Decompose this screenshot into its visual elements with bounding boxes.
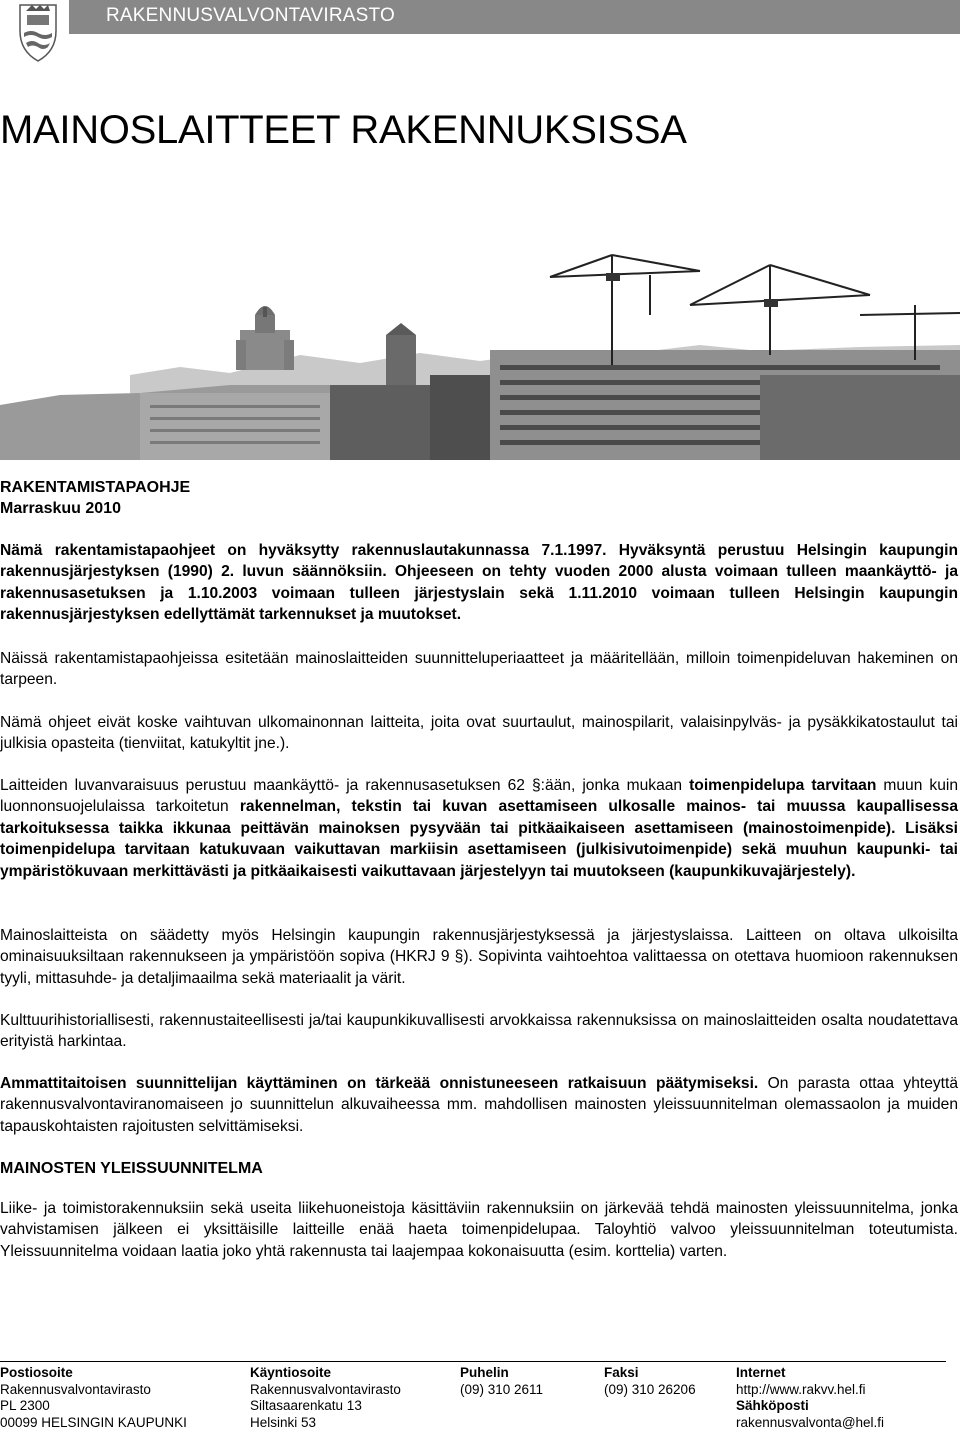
permit-bold-1: toimenpidelupa tarvitaan (689, 777, 877, 794)
footer-postal-heading: Postiosoite (0, 1365, 73, 1380)
permit-text-1: Laitteiden luvanvaraisuus perustuu maankäyttö- ja rakennusasetuksen 62 §:ään, jonka mukaan (0, 777, 690, 794)
paragraph-permit (0, 775, 958, 882)
designer-bold: Ammattitaitoisen suunnittelijan käyttäminen on tärkeää onnistuneeseen ratkaisuun päätymiseksi. (0, 1075, 759, 1092)
permit-bold-2: rakennelman, tekstin tai kuvan asettamiseen ulkosalle mainos- tai muussa kaupallisessa tarkoituksessa taikka ikkunaa peittävän mainoksen pysyvään tai pitkäaikaiseen asettamiseen (mainostoimenpide). Lisäksi toimenpidelupa tarvitaan katukuvaan vaikuttavan markiisin asettamiseen (julkisivutoimenpide) sekä muuhun kaupunki- tai ympäristökuvaan merkittävästi ja pitkäaikaisesti vaikuttavaan järjestelyyn tai muutokseen (kaupunkikuvajärjestely). (0, 798, 958, 880)
footer-internet-heading: Internet (736, 1365, 786, 1380)
footer-visit-line: Siltasaarenkatu 13 (250, 1398, 362, 1413)
paragraph-cultural: Kulttuurihistoriallisesti, rakennustaiteellisesti ja/tai kaupunkikuvallisesti arvokkaissa rakennuksissa on mainoslaitteiden osalta noudatettava erityistä harkintaa. (0, 1012, 958, 1051)
paragraph-exclusions: Nämä ohjeet eivät koske vaihtuvan ulkomainonnan laitteita, joita ovat suurtaulut, mainospilarit, valaisinpylväs- ja pysäkkikatostaulut tai julkisia opasteita (tienviitat, katukyltit jne.). (0, 714, 958, 753)
footer-email-heading: Sähköposti (736, 1398, 809, 1413)
organization-name: RAKENNUSVALVONTAVIRASTO (106, 5, 395, 26)
footer-postal-line: 00099 HELSINGIN KAUPUNKI (0, 1414, 187, 1430)
footer-website-link[interactable]: http://www.rakvv.hel.fi (736, 1381, 866, 1397)
designer-text: On parasta ottaa yhteyttä rakennusvalvontaviranomaiseen jo suunnittelun alkuvaiheessa mm. mahdollisen mainosten yleissuunnitelman olemassaolon ja muiden tapauskohtaisten rajoitusten selvittämiseksi. (0, 1075, 959, 1135)
footer-postal (0, 1365, 187, 1431)
city-skyline-photo (0, 235, 960, 460)
footer-postal-line: PL 2300 (0, 1398, 50, 1413)
paragraph-scope: Näissä rakentamistapaohjeissa esitetään mainoslaitteiden suunnitteluperiaatteet ja määritellään, milloin toimenpideluvan hakeminen on tarpeen. (0, 650, 958, 689)
paragraph-general-plan: Liike- ja toimistorakennuksiin sekä useita liikehuoneistoja käsittäviin rakennuksiin on järkevää tehdä mainosten yleissuunnitelma, jonka vahvistamisen jälkeen ei yksittäisille laitteille enää haeta toimenpidelupaa. Taloyhtiö valvoo yleissuunnitelman toteutumista. Yleissuunnitelma voidaan laatia joko yhtä rakennusta tai laajempaa kokonaisuutta (esim. korttelia) varten. (0, 1200, 958, 1260)
footer-postal-line: Rakennusvalvontavirasto (0, 1381, 151, 1397)
footer-visit-line: Helsinki 53 (250, 1414, 317, 1430)
paragraph-approval: Nämä rakentamistapaohjeet on hyväksytty rakennuslautakunnassa 7.1.1997. Hyväksyntä perustuu Helsingin kaupungin rakennusjärjestyksen (1990) 2. luvun säännöksiin. Ohjeeseen on tehty vuoden 2000 alusta voimaan tulleen maankäyttö- ja rakennusasetuksen ja 1.10.2003 voimaan tulleen järjestyslain sekä 1.11.2010 voimaan tulleen Helsingin kaupungin rakennusjärjestyksen edellyttämät tarkennukset ja muutokset. (0, 542, 958, 624)
footer-visit (250, 1365, 401, 1431)
footer-internet (736, 1365, 884, 1431)
footer-fax-heading: Faksi (604, 1365, 639, 1380)
document-type: RAKENTAMISTAPAOHJE (0, 479, 191, 496)
helsinki-crest-icon (14, 1, 62, 63)
permit-text-2: muun kuin luonnonsuojelulaissa tarkoitetun (0, 777, 959, 816)
paragraph-designer (0, 1073, 958, 1137)
footer-phone-heading: Puhelin (460, 1365, 509, 1380)
footer-fax-number: (09) 310 26206 (604, 1381, 696, 1397)
paragraph-regulations: Mainoslaitteista on säädetty myös Helsingin kaupungin rakennusjärjestyksessä ja järjestyslaissa. Laitteen on oltava ulkoisilta ominaisuuksiltaan rakennukseen ja ympäristöön sopiva (HKRJ 9 §). Sopivinta vaihtoehtoa valittaessa on otettava huomioon rakennuksen tyyli, mittasuhde- ja detaljimaailma sekä materiaalit ja värit. (0, 927, 958, 987)
footer-email-link[interactable]: rakennusvalvonta@hel.fi (736, 1414, 885, 1430)
page-title: MAINOSLAITTEET RAKENNUKSISSA (0, 108, 687, 152)
footer-phone (460, 1365, 543, 1398)
footer-fax (604, 1365, 696, 1398)
header-bar (69, 0, 960, 34)
document-date: Marraskuu 2010 (0, 500, 121, 517)
section-heading: MAINOSTEN YLEISSUUNNITELMA (0, 1160, 263, 1177)
footer-visit-line: Rakennusvalvontavirasto (250, 1381, 401, 1397)
footer-visit-heading: Käyntiosoite (250, 1365, 332, 1380)
footer-phone-number: (09) 310 2611 (460, 1381, 544, 1397)
footer-divider (0, 1361, 946, 1362)
